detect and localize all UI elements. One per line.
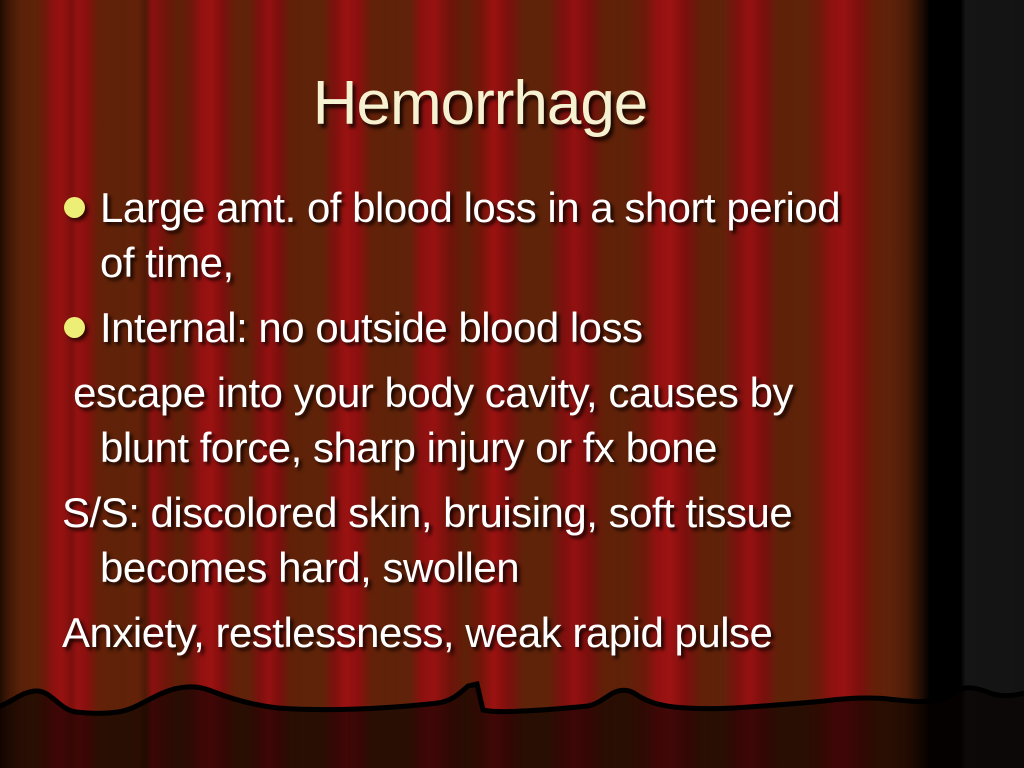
text-line: Large amt. of blood loss in a short period <box>100 184 841 231</box>
text-paragraph <box>0 605 1004 660</box>
text-paragraph <box>0 485 1004 595</box>
bullet-icon <box>64 197 85 218</box>
slide-title: Hemorrhage <box>312 69 648 138</box>
bullet-item <box>0 300 1004 355</box>
curtain-hem-wave <box>0 678 1024 768</box>
text-line: Internal: no outside blood loss <box>100 304 643 351</box>
bullet-icon <box>64 317 85 338</box>
text-line: becomes hard, swollen <box>100 544 520 591</box>
slide-body <box>0 180 1004 670</box>
text-line: escape into your body cavity, causes by <box>62 369 793 416</box>
text-line: of time, <box>100 239 234 286</box>
text-line: blunt force, sharp injury or fx bone <box>100 424 718 471</box>
bullet-item <box>0 180 1004 290</box>
text-line: S/S: discolored skin, bruising, soft tissue <box>62 489 793 536</box>
text-paragraph <box>0 365 1004 475</box>
text-line: Anxiety, restlessness, weak rapid pulse <box>62 609 773 656</box>
